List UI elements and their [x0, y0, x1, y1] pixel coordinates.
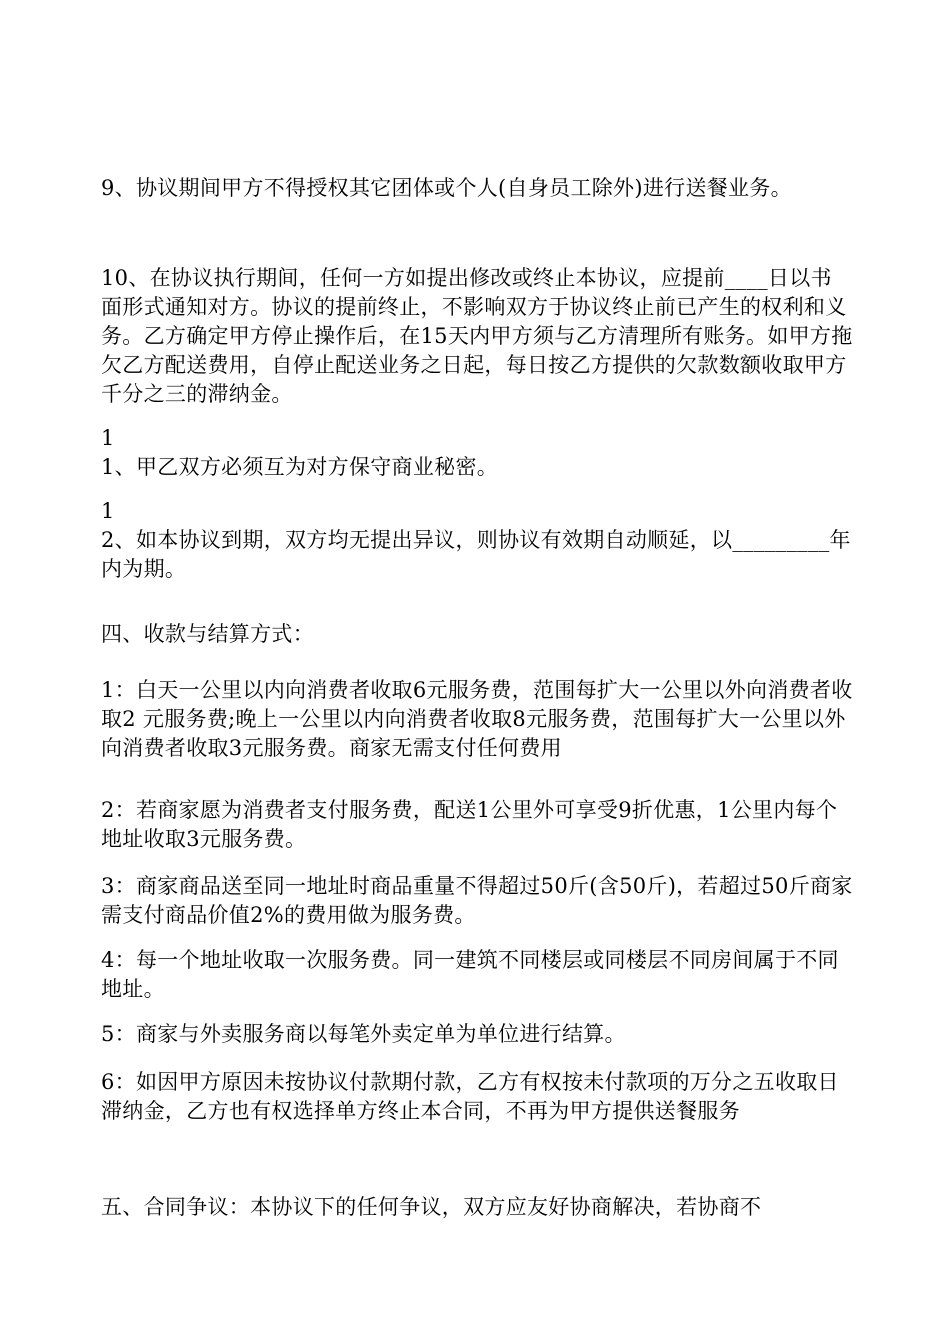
payment-rule-4: 4：每一个地址收取一次服务费。同一建筑不同楼层或同楼层不同房间属于不同地址。 — [101, 948, 839, 1001]
payment-rule-6: 6：如因甲方原因未按协议付款期付款，乙方有权按未付款项的万分之五收取日滞纳金，乙方也有权选择单方终止本合同，不再为甲方提供送餐服务 — [101, 1070, 839, 1123]
clause-11: 1 1、甲乙双方必须互为对方保守商业秘密。 — [101, 426, 499, 479]
clause-12: 1 2、如本协议到期，双方均无提出异议，则协议有效期自动顺延，以_________年内为期。 — [101, 499, 851, 581]
section-4-heading: 四、收款与结算方式： — [101, 622, 314, 646]
payment-rule-5: 5：商家与外卖服务商以每笔外卖定单为单位进行结算。 — [101, 1022, 626, 1046]
section-5-text: 五、合同争议：本协议下的任何争议，双方应友好协商解决，若协商不 — [101, 1195, 762, 1219]
clause-9: 9、协议期间甲方不得授权其它团体或个人(自身员工除外)进行送餐业务。 — [101, 176, 792, 200]
clause-10: 10、在协议执行期间，任何一方如提出修改或终止本协议，应提前____日以书面形式通知对方。协议的提前终止，不影响双方于协议终止前已产生的权利和义务。乙方确定甲方停止操作后，在15天内甲方须与乙方清理所有账务。如甲方拖欠乙方配送费用，自停止配送业务之日起，每日按乙方提供的欠款数额收取甲方千分之三的滞纳金。 — [101, 266, 853, 406]
payment-rule-1: 1：白天一公里以内向消费者收取6元服务费，范围每扩大一公里以外向消费者收取2 元服务费;晚上一公里以内向消费者收取8元服务费，范围每扩大一公里以外向消费者收取3元服务费。商家无需支付任何费用 — [101, 678, 853, 760]
payment-rule-3: 3：商家商品送至同一地址时商品重量不得超过50斤(含50斤)，若超过50斤商家需支付商品价值2%的费用做为服务费。 — [101, 874, 853, 927]
payment-rule-2: 2：若商家愿为消费者支付服务费，配送1公里外可享受9折优惠，1公里内每个地址收取3元服务费。 — [101, 798, 838, 851]
